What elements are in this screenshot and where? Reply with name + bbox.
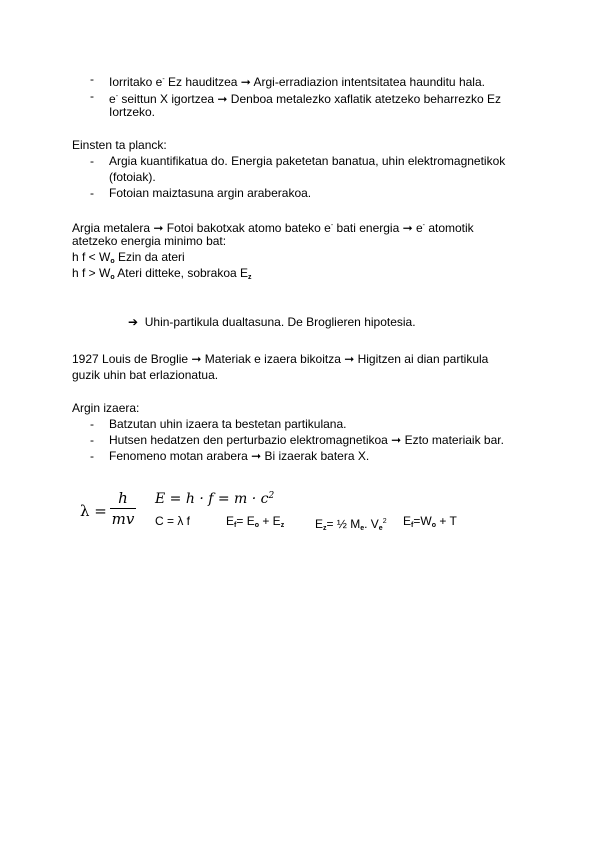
fraction-numerator: h — [118, 489, 128, 507]
bullet-dash: - — [90, 449, 94, 463]
bullet-text — [109, 88, 501, 108]
section-heading: Argin izaera: — [72, 401, 140, 415]
text-run: h f > W — [72, 266, 111, 280]
text-run: E — [403, 514, 412, 528]
text-run: = ½ M — [326, 517, 361, 531]
subscript: z — [280, 522, 285, 529]
energy-formula — [155, 491, 274, 507]
ew-formula — [403, 513, 457, 534]
text-run: Uhin-partikula dualtasuna. De Broglieren hipotesia. — [144, 315, 416, 329]
superscript: 2 — [382, 518, 387, 525]
fraction-bar — [110, 508, 136, 509]
arrow-bullet-line — [128, 314, 416, 331]
bullet-dash: - — [90, 89, 94, 103]
text-run: e — [109, 92, 116, 106]
text-run: atomotik — [425, 221, 474, 235]
text-run: E = h · f = m · c — [155, 491, 269, 507]
lambda-formula-lhs: λ = — [80, 502, 107, 520]
bullet-dash: - — [90, 154, 94, 168]
subscript: o — [254, 522, 259, 529]
subscript: o — [431, 522, 436, 529]
superscript: - — [422, 222, 425, 229]
text-run: h f < W — [72, 250, 111, 264]
bullet-text: Hutsen hedatzen den perturbazio elektromagnetikoa ➞ Ezto materiaik bar. — [109, 433, 504, 447]
text-run: + E — [259, 514, 281, 528]
bullet-text: Fotoian maiztasuna argin araberakoa. — [109, 186, 312, 200]
subscript: o — [110, 274, 115, 281]
text-run: Iorritako e — [109, 75, 163, 89]
paragraph-line: atetzeko energia minimo bat: — [72, 234, 227, 248]
subscript: f — [411, 522, 414, 529]
bullet-text: Batzutan uhin izaera ta bestetan partikulana. — [109, 417, 347, 431]
superscript: - — [162, 76, 165, 83]
bullet-dash: - — [90, 433, 94, 447]
section-heading: Einsten ta planck: — [72, 138, 167, 152]
ez-formula — [315, 513, 387, 537]
text-run: + T — [435, 514, 457, 528]
subscript: e — [360, 525, 365, 532]
paragraph-line: guzik uhin bat erlazionatua. — [72, 368, 219, 382]
text-run: Ezin da ateri — [114, 250, 185, 264]
text-run: E — [226, 514, 235, 528]
text-run: Ez hauditzea ➞ Argi-erradiazion intentsitatea haunditu hala. — [164, 75, 485, 89]
lambda-fraction — [110, 489, 136, 528]
c-formula: C = λ f — [155, 514, 191, 528]
paragraph-line: 1927 Louis de Broglie ➞ Materiak e izaera bikoitza ➞ Higitzen ai dian partikula — [72, 352, 489, 366]
paragraph-line — [72, 265, 252, 286]
bullet-text: Argia kuantifikatua do. Energia paketetan banatua, uhin elektromagnetikok — [109, 154, 506, 168]
subscript: e — [378, 525, 383, 532]
bullet-dash: - — [90, 72, 94, 86]
bullet-dash: - — [90, 186, 94, 200]
superscript: 2 — [268, 491, 275, 501]
bullet-dash: - — [90, 417, 94, 431]
text-run: E — [315, 517, 324, 531]
text-run: Ateri ditteke, sobrakoa E — [114, 266, 249, 280]
bullet-text-continuation: (fotoiak). — [109, 170, 156, 184]
text-run: = E — [236, 514, 255, 528]
text-run: . V — [364, 517, 379, 531]
text-run: bati energia ➞ e — [333, 221, 423, 235]
superscript: - — [330, 222, 334, 229]
subscript: z — [248, 274, 252, 281]
subscript: o — [110, 258, 115, 265]
bullet-text: Fenomeno motan arabera ➞ Bi izaerak batera X. — [109, 449, 370, 463]
fraction-denominator: mv — [111, 510, 135, 528]
superscript: - — [115, 93, 119, 100]
subscript: z — [323, 525, 327, 532]
text-run: seittun X igortzea ➞ Denboa metalezko xaflatik atetzeko beharrezko Ez — [118, 92, 501, 106]
ef-formula — [226, 513, 284, 534]
text-run: =W — [413, 514, 432, 528]
arrow-icon: ➔ — [128, 315, 139, 329]
subscript: f — [234, 522, 237, 529]
bullet-text-continuation: Iortzeko. — [109, 105, 156, 119]
text-run: Argia metalera ➞ Fotoi bakotxak atomo bateko e — [72, 221, 331, 235]
